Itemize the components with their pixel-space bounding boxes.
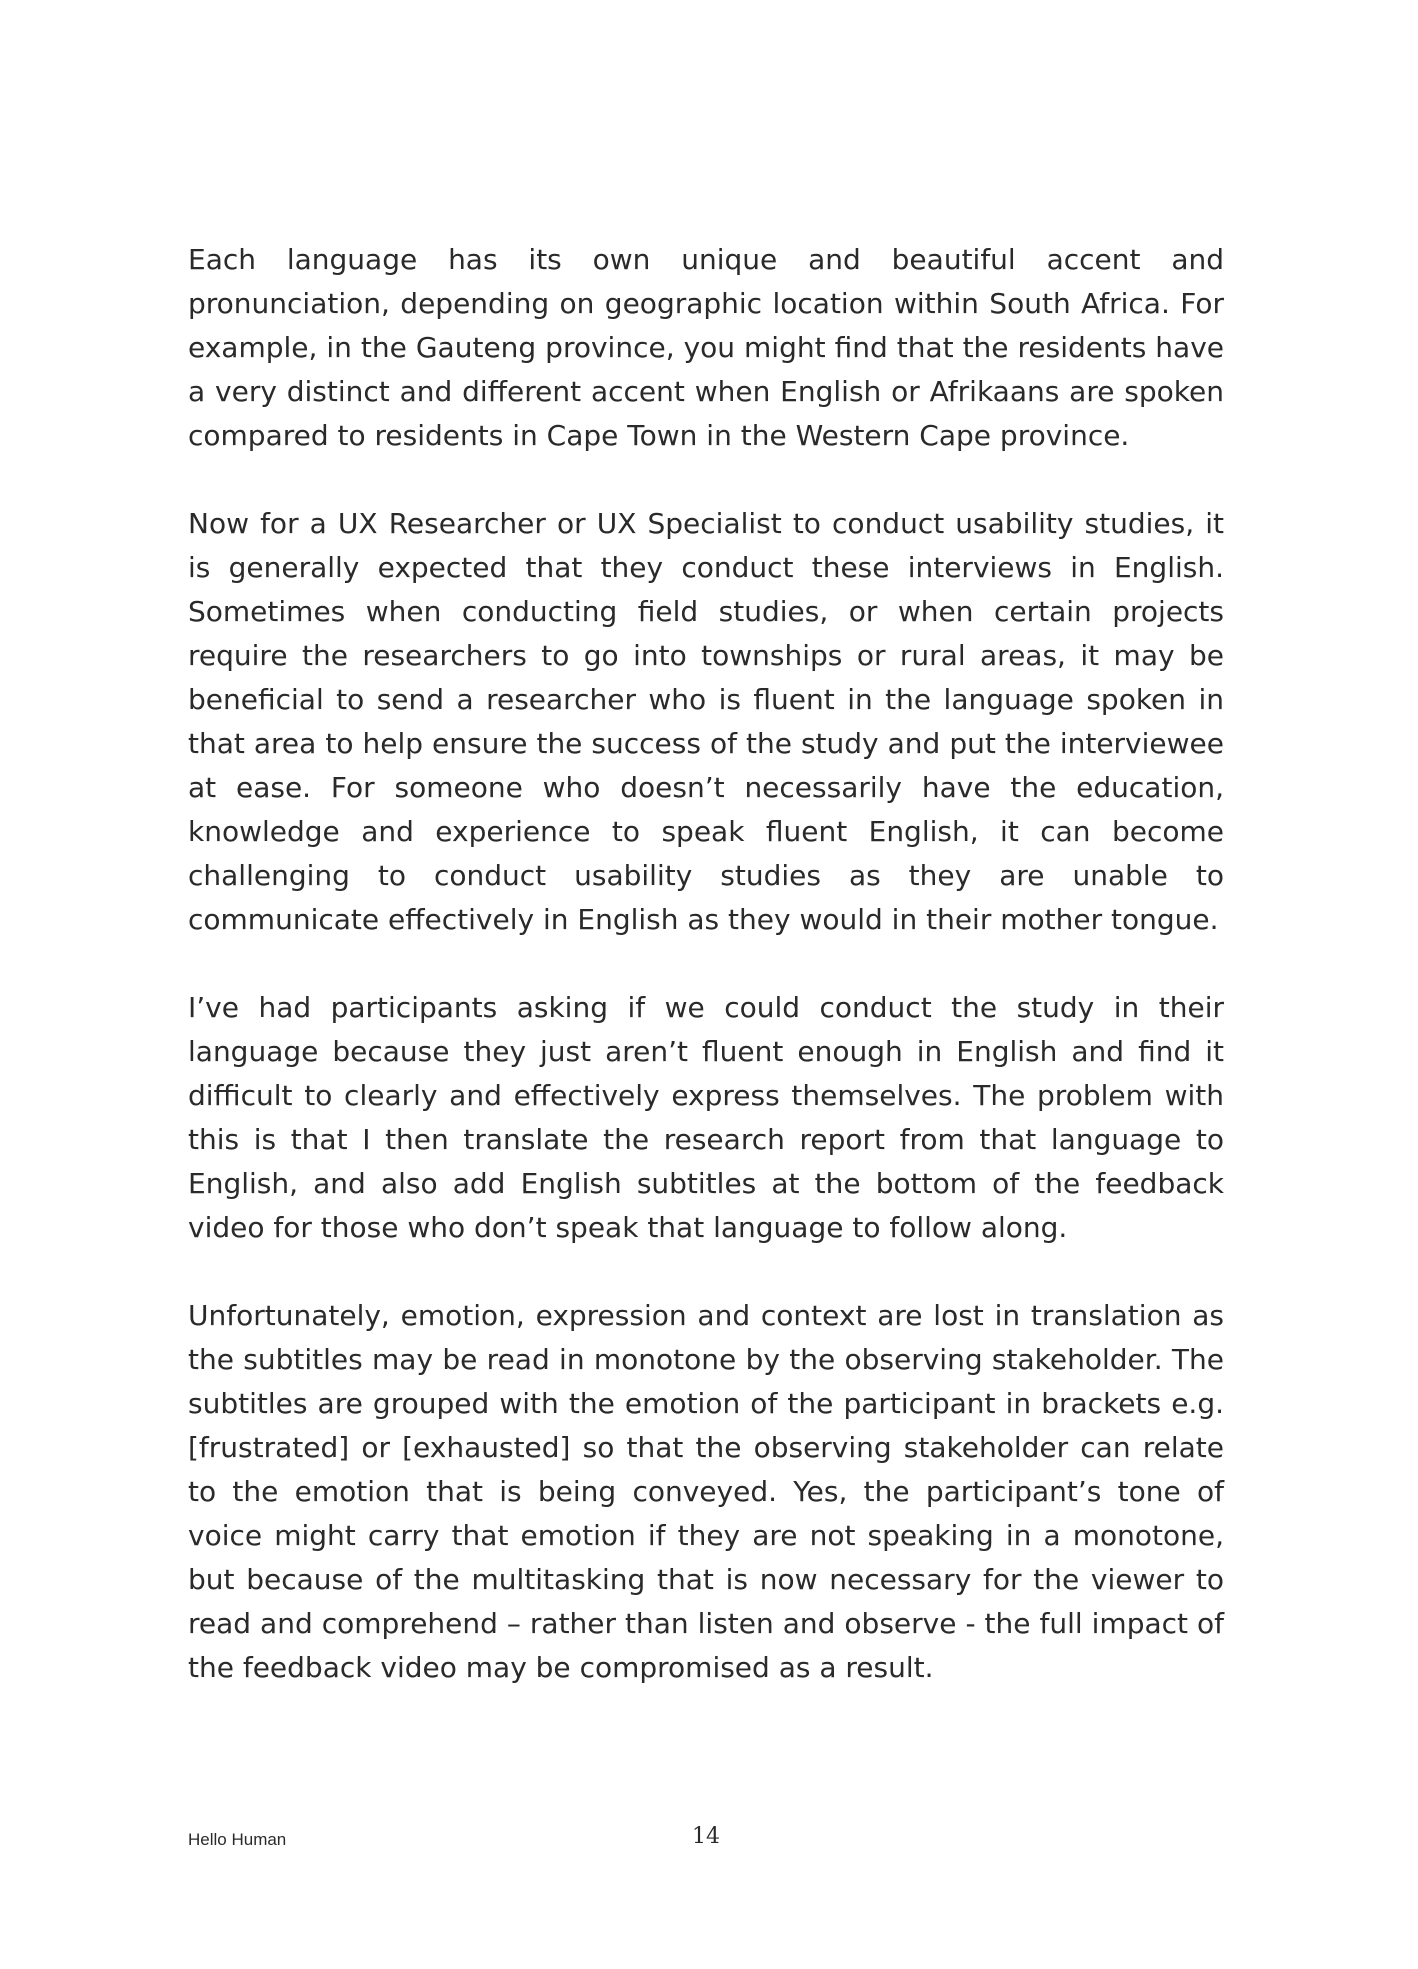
paragraph-participants-language: I’ve had participants asking if we could conduct the study in their language because they just aren’t fluent enough in English and find it difficult to clearly and effectively express themselves. The problem with this is that I then translate the research report from that language to English, and also add English subtitles at the bottom of the feedback video for those who don’t speak that language to follow along.	[188, 991, 1224, 1244]
page-number: 14	[692, 1824, 720, 1849]
body-text	[188, 238, 1224, 1690]
paragraph-ux-research-language: Now for a UX Researcher or UX Specialist to conduct usability studies, it is generally expected that they conduct these interviews in English. Sometimes when conducting field studies, or when certain projects require the researchers to go into townships or rural areas, it may be beneficial to send a researcher who is fluent in the language spoken in that area to help ensure the success of the study and put the interviewee at ease. For someone who doesn’t necessarily have the education, knowledge and experience to speak fluent English, it can become challenging to conduct usability studies as they are unable to communicate effectively in English as they would in their mother tongue.	[188, 507, 1224, 936]
footer-book-title: Hello Human	[188, 1830, 287, 1849]
paragraph-accents: Each language has its own unique and beautiful accent and pronunciation, depending on geographic location within South Africa. For example, in the Gauteng province, you might find that the residents have a very distinct and different accent when English or Afrikaans are spoken compared to residents in Cape Town in the Western Cape province.	[188, 243, 1224, 452]
paragraph-lost-in-translation: Unfortunately, emotion, expression and context are lost in translation as the subtitles may be read in monotone by the observing stakeholder. The subtitles are grouped with the emotion of the participant in brackets e.g. [frustrated] or [exhausted] so that the observing stakeholder can relate to the emotion that is being conveyed. Yes, the participant’s tone of voice might carry that emotion if they are not speaking in a monotone, but because of the multitasking that is now necessary for the viewer to read and comprehend – rather than listen and observe - the full impact of the feedback video may be compromised as a result.	[188, 1299, 1224, 1684]
